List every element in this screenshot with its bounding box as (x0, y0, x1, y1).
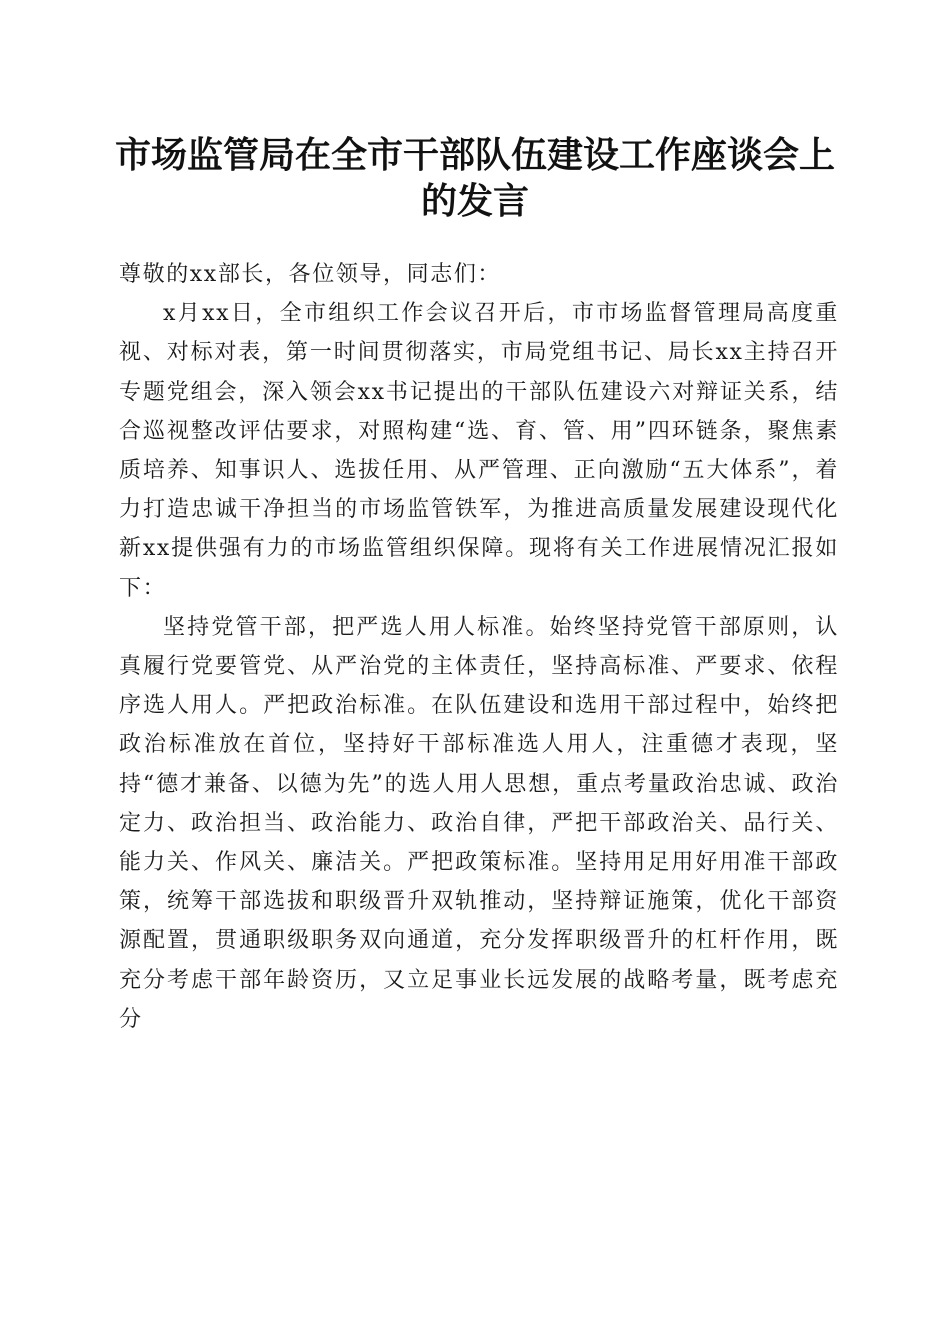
title-line-1: 市场监管局在全市干部队伍建设工作座谈会上 (114, 134, 835, 176)
paragraph-intro: x月xx日，全市组织工作会议召开后，市市场监督管理局高度重视、对标对表，第一时间贯彻落实，市局党组书记、局长xx主持召开专题党组会，深入领会xx书记提出的干部队伍建设六对辩证关系，结合巡视整改评估要求，对照构建“选、育、管、用”四环链条，聚焦素质培养、知事识人、选拔任用、从严管理、正向激励“五大体系”，着力打造忠诚干净担当的市场监管铁军，为推进高质量发展建设现代化新xx提供强有力的市场监管组织保障。现将有关工作进展情况汇报如下： (119, 301, 839, 601)
document-title (110, 132, 840, 224)
paragraph-party-management: 坚持党管干部，把严选人用人标准。始终坚持党管干部原则，认真履行党要管党、从严治党的主体责任，坚持高标准、严要求、依程序选人用人。严把政治标准。在队伍建设和选用干部过程中，始终把政治标准放在首位，坚持好干部标准选人用人，注重德才表现，坚持“德才兼备、以德为先”的选人用人思想，重点考量政治忠诚、政治定力、政治担当、政治能力、政治自律，严把干部政治关、品行关、能力关、作风关、廉洁关。严把政策标准。坚持用足用好用准干部政策，统筹干部选拔和职级晋升双轨推动，坚持辩证施策，优化干部资源配置，贯通职级职务双向通道，充分发挥职级晋升的杠杆作用，既充分考虑干部年龄资历，又立足事业长远发展的战略考量，既考虑充分 (119, 614, 839, 1032)
salutation: 尊敬的xx部长，各位领导，同志们： (119, 262, 502, 287)
document-body (119, 255, 839, 1039)
title-line-2: 的发言 (420, 180, 529, 222)
